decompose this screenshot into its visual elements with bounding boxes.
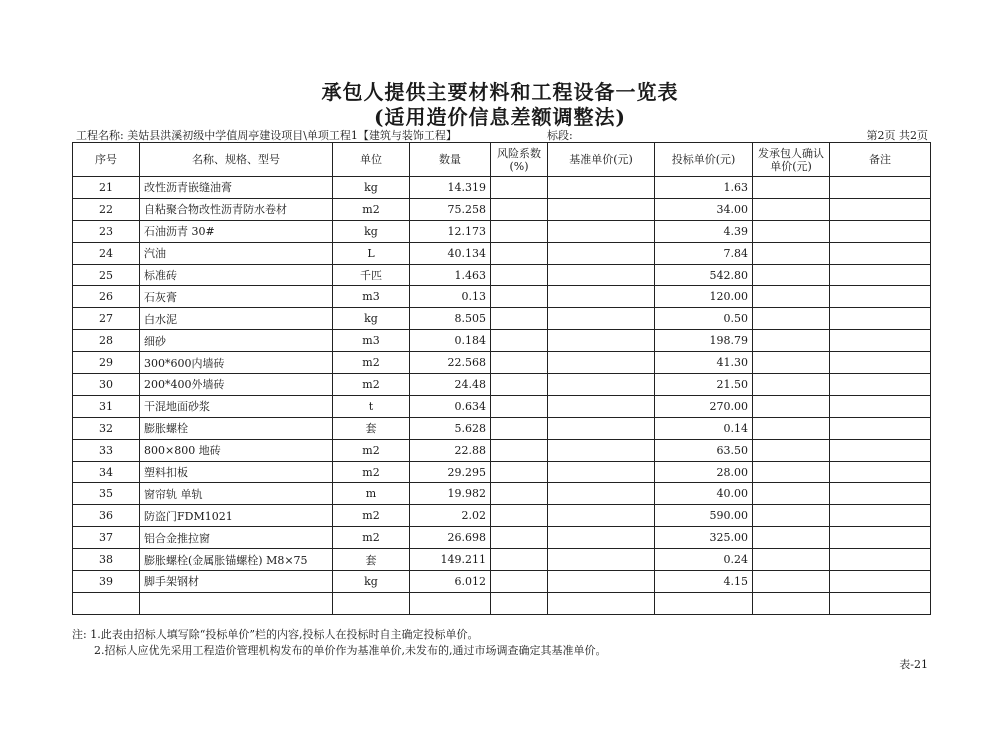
- cell-bid-price: 0.14: [655, 417, 753, 439]
- cell-bid-price: 34.00: [655, 198, 753, 220]
- cell-unit: m2: [333, 352, 410, 374]
- cell-confirmed-price: [753, 198, 830, 220]
- cell-risk: [491, 571, 548, 593]
- cell-no: 38: [73, 549, 140, 571]
- col-header-risk: 风险系数(%): [491, 143, 548, 177]
- cell-risk: [491, 286, 548, 308]
- cell-qty: 29.295: [410, 461, 491, 483]
- cell-name: [140, 592, 333, 614]
- cell-remark: [830, 352, 931, 374]
- col-header-no: 序号: [73, 143, 140, 177]
- cell-base-price: [548, 330, 655, 352]
- cell-unit: m2: [333, 461, 410, 483]
- cell-unit: 千匹: [333, 264, 410, 286]
- cell-base-price: [548, 220, 655, 242]
- table-row: [73, 417, 931, 439]
- cell-qty: 40.134: [410, 242, 491, 264]
- cell-remark: [830, 177, 931, 199]
- cell-risk: [491, 461, 548, 483]
- cell-bid-price: 4.39: [655, 220, 753, 242]
- cell-risk: [491, 417, 548, 439]
- cell-confirmed-price: [753, 330, 830, 352]
- cell-name: 800×800 地砖: [140, 439, 333, 461]
- col-header-confirmed-price: 发承包人确认单价(元): [753, 143, 830, 177]
- cell-unit: m2: [333, 505, 410, 527]
- cell-unit: 套: [333, 417, 410, 439]
- cell-confirmed-price: [753, 439, 830, 461]
- cell-qty: 0.184: [410, 330, 491, 352]
- cell-no: 29: [73, 352, 140, 374]
- col-header-unit: 单位: [333, 143, 410, 177]
- cell-remark: [830, 592, 931, 614]
- cell-risk: [491, 395, 548, 417]
- table-header-row: [73, 143, 931, 177]
- cell-unit: kg: [333, 308, 410, 330]
- table-row: [73, 264, 931, 286]
- cell-name: 膨胀螺栓(金属胀锚螺栓) M8×75: [140, 549, 333, 571]
- cell-confirmed-price: [753, 286, 830, 308]
- cell-base-price: [548, 461, 655, 483]
- cell-confirmed-price: [753, 549, 830, 571]
- cell-base-price: [548, 549, 655, 571]
- table-row: [73, 592, 931, 614]
- cell-confirmed-price: [753, 592, 830, 614]
- notes: [72, 627, 607, 659]
- cell-bid-price: 4.15: [655, 571, 753, 593]
- cell-bid-price: 0.24: [655, 549, 753, 571]
- cell-qty: 5.628: [410, 417, 491, 439]
- cell-no: 24: [73, 242, 140, 264]
- cell-remark: [830, 330, 931, 352]
- cell-base-price: [548, 527, 655, 549]
- cell-remark: [830, 505, 931, 527]
- cell-base-price: [548, 198, 655, 220]
- cell-base-price: [548, 177, 655, 199]
- table-row: [73, 549, 931, 571]
- table-row: [73, 352, 931, 374]
- cell-confirmed-price: [753, 374, 830, 396]
- cell-confirmed-price: [753, 483, 830, 505]
- note-2: 2.招标人应优先采用工程造价管理机构发布的单价作为基准单价,未发布的,通过市场调查确定其基准单价。: [94, 644, 607, 657]
- cell-risk: [491, 483, 548, 505]
- cell-remark: [830, 549, 931, 571]
- project-name: 工程名称: 美姑县洪溪初级中学值周亭建设项目\单项工程1【建筑与装饰工程】: [76, 129, 457, 142]
- cell-name: 白水泥: [140, 308, 333, 330]
- cell-base-price: [548, 439, 655, 461]
- cell-risk: [491, 505, 548, 527]
- cell-unit: kg: [333, 177, 410, 199]
- table-row: [73, 308, 931, 330]
- cell-qty: 149.211: [410, 549, 491, 571]
- cell-unit: m2: [333, 198, 410, 220]
- cell-unit: m3: [333, 286, 410, 308]
- cell-confirmed-price: [753, 395, 830, 417]
- cell-confirmed-price: [753, 461, 830, 483]
- table-row: [73, 395, 931, 417]
- cell-risk: [491, 308, 548, 330]
- note-1: 注: 1.此表由招标人填写除“投标单价”栏的内容,投标人在投标时自主确定投标单价。: [72, 628, 479, 641]
- cell-risk: [491, 330, 548, 352]
- cell-qty: 75.258: [410, 198, 491, 220]
- cell-confirmed-price: [753, 571, 830, 593]
- cell-confirmed-price: [753, 220, 830, 242]
- cell-risk: [491, 198, 548, 220]
- cell-qty: 14.319: [410, 177, 491, 199]
- cell-unit: m: [333, 483, 410, 505]
- cell-remark: [830, 571, 931, 593]
- cell-unit: kg: [333, 571, 410, 593]
- cell-no: 28: [73, 330, 140, 352]
- cell-confirmed-price: [753, 177, 830, 199]
- col-header-remark: 备注: [830, 143, 931, 177]
- cell-no: 30: [73, 374, 140, 396]
- cell-confirmed-price: [753, 242, 830, 264]
- cell-no: 23: [73, 220, 140, 242]
- cell-qty: 22.88: [410, 439, 491, 461]
- table-row: [73, 330, 931, 352]
- cell-qty: 24.48: [410, 374, 491, 396]
- table-row: [73, 483, 931, 505]
- cell-remark: [830, 483, 931, 505]
- cell-no: 32: [73, 417, 140, 439]
- cell-name: 标准砖: [140, 264, 333, 286]
- cell-no: 27: [73, 308, 140, 330]
- cell-unit: L: [333, 242, 410, 264]
- materials-table: [72, 142, 931, 615]
- table-row: [73, 374, 931, 396]
- cell-no: 39: [73, 571, 140, 593]
- cell-remark: [830, 198, 931, 220]
- cell-unit: m2: [333, 439, 410, 461]
- cell-remark: [830, 286, 931, 308]
- cell-bid-price: 63.50: [655, 439, 753, 461]
- table-row: [73, 571, 931, 593]
- cell-name: 铝合金推拉窗: [140, 527, 333, 549]
- table-row: [73, 242, 931, 264]
- cell-no: 26: [73, 286, 140, 308]
- cell-name: 汽油: [140, 242, 333, 264]
- cell-base-price: [548, 483, 655, 505]
- cell-no: 31: [73, 395, 140, 417]
- cell-bid-price: 0.50: [655, 308, 753, 330]
- cell-name: 改性沥青嵌缝油膏: [140, 177, 333, 199]
- table-row: [73, 177, 931, 199]
- cell-unit: t: [333, 395, 410, 417]
- cell-risk: [491, 592, 548, 614]
- cell-name: 塑料扣板: [140, 461, 333, 483]
- cell-no: [73, 592, 140, 614]
- col-header-name: 名称、规格、型号: [140, 143, 333, 177]
- cell-unit: 套: [333, 549, 410, 571]
- table-row: [73, 198, 931, 220]
- cell-unit: m2: [333, 374, 410, 396]
- cell-bid-price: 41.30: [655, 352, 753, 374]
- cell-name: 自粘聚合物改性沥青防水卷材: [140, 198, 333, 220]
- cell-qty: 0.13: [410, 286, 491, 308]
- cell-unit: m3: [333, 330, 410, 352]
- cell-name: 石油沥青 30#: [140, 220, 333, 242]
- cell-remark: [830, 527, 931, 549]
- cell-base-price: [548, 308, 655, 330]
- cell-name: 细砂: [140, 330, 333, 352]
- page-info: 第2页 共2页: [866, 129, 928, 142]
- cell-risk: [491, 527, 548, 549]
- page-subtitle: (适用造价信息差额调整法): [374, 105, 626, 129]
- table-row: [73, 461, 931, 483]
- table-body: [73, 177, 931, 615]
- cell-name: 窗帘轨 单轨: [140, 483, 333, 505]
- cell-risk: [491, 549, 548, 571]
- cell-no: 21: [73, 177, 140, 199]
- cell-name: 石灰膏: [140, 286, 333, 308]
- cell-qty: 6.012: [410, 571, 491, 593]
- cell-name: 脚手架钢材: [140, 571, 333, 593]
- cell-unit: [333, 592, 410, 614]
- cell-bid-price: 120.00: [655, 286, 753, 308]
- cell-bid-price: 542.80: [655, 264, 753, 286]
- cell-base-price: [548, 264, 655, 286]
- cell-risk: [491, 177, 548, 199]
- cell-confirmed-price: [753, 264, 830, 286]
- cell-base-price: [548, 286, 655, 308]
- cell-risk: [491, 220, 548, 242]
- cell-name: 防盗门FDM1021: [140, 505, 333, 527]
- cell-base-price: [548, 592, 655, 614]
- cell-name: 膨胀螺栓: [140, 417, 333, 439]
- cell-confirmed-price: [753, 505, 830, 527]
- cell-qty: 0.634: [410, 395, 491, 417]
- cell-bid-price: 1.63: [655, 177, 753, 199]
- cell-confirmed-price: [753, 417, 830, 439]
- cell-bid-price: 40.00: [655, 483, 753, 505]
- cell-qty: [410, 592, 491, 614]
- cell-remark: [830, 461, 931, 483]
- cell-risk: [491, 352, 548, 374]
- col-header-bid-price: 投标单价(元): [655, 143, 753, 177]
- cell-remark: [830, 308, 931, 330]
- cell-no: 36: [73, 505, 140, 527]
- table-row: [73, 527, 931, 549]
- cell-qty: 1.463: [410, 264, 491, 286]
- cell-risk: [491, 374, 548, 396]
- cell-unit: m2: [333, 527, 410, 549]
- table-row: [73, 505, 931, 527]
- cell-remark: [830, 417, 931, 439]
- cell-bid-price: 590.00: [655, 505, 753, 527]
- cell-bid-price: 21.50: [655, 374, 753, 396]
- page-title: 承包人提供主要材料和工程设备一览表: [321, 80, 679, 104]
- cell-qty: 26.698: [410, 527, 491, 549]
- cell-bid-price: 7.84: [655, 242, 753, 264]
- cell-remark: [830, 264, 931, 286]
- cell-base-price: [548, 505, 655, 527]
- form-number: 表-21: [899, 658, 928, 671]
- cell-base-price: [548, 242, 655, 264]
- cell-base-price: [548, 571, 655, 593]
- cell-remark: [830, 395, 931, 417]
- cell-qty: 8.505: [410, 308, 491, 330]
- table-row: [73, 286, 931, 308]
- cell-unit: kg: [333, 220, 410, 242]
- cell-base-price: [548, 374, 655, 396]
- col-header-qty: 数量: [410, 143, 491, 177]
- cell-bid-price: 325.00: [655, 527, 753, 549]
- cell-remark: [830, 242, 931, 264]
- cell-name: 干混地面砂浆: [140, 395, 333, 417]
- cell-no: 33: [73, 439, 140, 461]
- cell-remark: [830, 220, 931, 242]
- cell-no: 34: [73, 461, 140, 483]
- cell-qty: 22.568: [410, 352, 491, 374]
- cell-bid-price: [655, 592, 753, 614]
- col-header-base-price: 基准单价(元): [548, 143, 655, 177]
- cell-risk: [491, 439, 548, 461]
- cell-base-price: [548, 417, 655, 439]
- cell-qty: 12.173: [410, 220, 491, 242]
- cell-qty: 2.02: [410, 505, 491, 527]
- cell-bid-price: 270.00: [655, 395, 753, 417]
- cell-risk: [491, 264, 548, 286]
- cell-remark: [830, 439, 931, 461]
- cell-no: 35: [73, 483, 140, 505]
- bid-section: 标段:: [547, 129, 573, 142]
- cell-confirmed-price: [753, 308, 830, 330]
- cell-base-price: [548, 352, 655, 374]
- table-row: [73, 439, 931, 461]
- cell-no: 22: [73, 198, 140, 220]
- cell-bid-price: 28.00: [655, 461, 753, 483]
- cell-no: 25: [73, 264, 140, 286]
- cell-risk: [491, 242, 548, 264]
- cell-confirmed-price: [753, 527, 830, 549]
- cell-name: 200*400外墙砖: [140, 374, 333, 396]
- cell-qty: 19.982: [410, 483, 491, 505]
- cell-bid-price: 198.79: [655, 330, 753, 352]
- cell-no: 37: [73, 527, 140, 549]
- cell-confirmed-price: [753, 352, 830, 374]
- cell-name: 300*600内墙砖: [140, 352, 333, 374]
- table-row: [73, 220, 931, 242]
- cell-base-price: [548, 395, 655, 417]
- cell-remark: [830, 374, 931, 396]
